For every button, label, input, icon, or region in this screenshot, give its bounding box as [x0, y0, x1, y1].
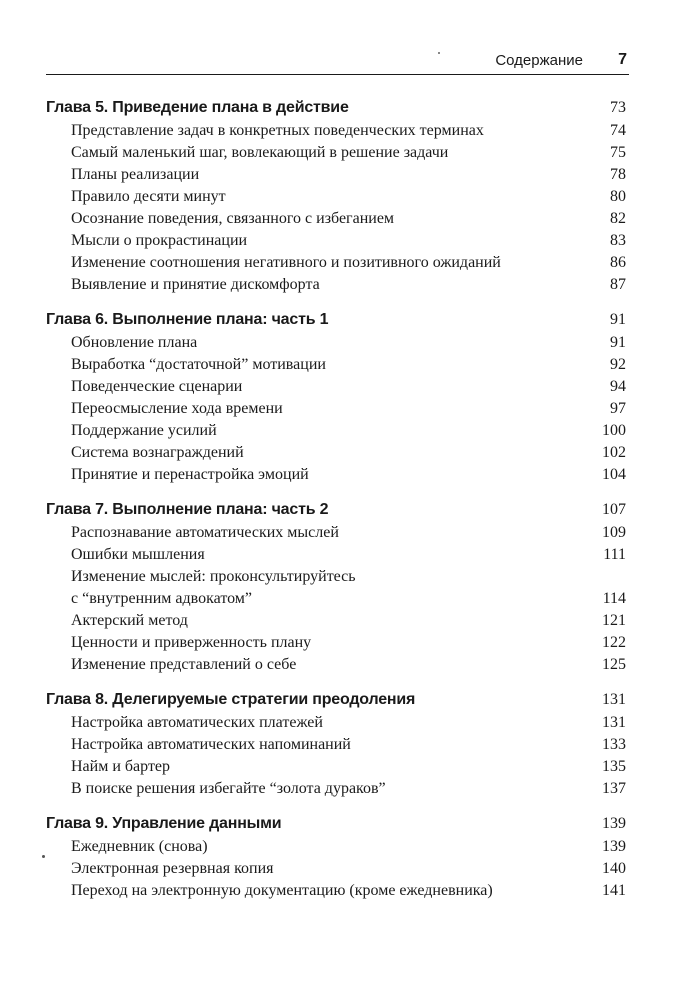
entry-page-number: 92 [610, 356, 626, 373]
entry-title: Переосмысление хода времени [71, 400, 283, 417]
toc-entry [46, 442, 626, 464]
toc-entry [46, 464, 626, 486]
entry-title: Представление задач в конкретных поведенческих терминах [71, 122, 484, 139]
chapter-title: Глава 9. Управление данными [46, 815, 282, 832]
entry-page-number: 121 [602, 612, 626, 629]
entry-title: Принятие и перенастройка эмоций [71, 466, 309, 483]
entry-page-number: 139 [602, 838, 626, 855]
section-title: Содержание [495, 52, 583, 69]
entry-page-number: 131 [602, 714, 626, 731]
toc-entry [46, 566, 626, 610]
entry-title: В поиске решения избегайте “золота дураков” [71, 780, 386, 797]
entry-page-number: 94 [610, 378, 626, 395]
entry-page-number: 125 [602, 656, 626, 673]
toc-entry [46, 186, 626, 208]
toc-entry [46, 252, 626, 274]
toc-entry [46, 756, 626, 778]
entry-page-number: 137 [602, 780, 626, 797]
toc-entry [46, 274, 626, 296]
toc-entry [46, 332, 626, 354]
entry-page-number: 78 [610, 166, 626, 183]
chapter-title: Глава 6. Выполнение плана: часть 1 [46, 311, 329, 328]
toc-entry [46, 632, 626, 654]
entry-page-number: 109 [602, 524, 626, 541]
chapter-page-number: 131 [602, 691, 626, 708]
entry-title: Изменение представлений о себе [71, 656, 297, 673]
toc-entry [46, 544, 626, 566]
entry-title: Ежедневник (снова) [71, 838, 208, 855]
entry-title: Поддержание усилий [71, 422, 217, 439]
entry-title: Настройка автоматических платежей [71, 714, 323, 731]
entry-page-number: 122 [602, 634, 626, 651]
toc-entry [46, 354, 626, 376]
entry-page-number: 114 [602, 590, 626, 607]
entry-title: Актерский метод [71, 612, 188, 629]
toc-entry [46, 654, 626, 676]
toc-entry [46, 120, 626, 142]
entry-title: Выявление и принятие дискомфорта [71, 276, 320, 293]
entry-page-number: 80 [610, 188, 626, 205]
entry-page-number: 87 [610, 276, 626, 293]
entry-title: Переход на электронную документацию (кроме ежедневника) [71, 882, 493, 899]
entry-title: Выработка “достаточной” мотивации [71, 356, 326, 373]
entry-page-number: 82 [610, 210, 626, 227]
entry-title: Изменение мыслей: проконсультируйтесь с “внутренним адвокатом” [71, 568, 356, 607]
entry-title: Распознавание автоматических мыслей [71, 524, 339, 541]
entry-page-number: 75 [610, 144, 626, 161]
chapter-page-number: 73 [610, 99, 626, 116]
toc-entry [46, 880, 626, 902]
chapter-block [46, 812, 626, 902]
chapter-heading-row [46, 812, 626, 836]
toc-entry [46, 522, 626, 544]
chapter-title: Глава 8. Делегируемые стратегии преодоления [46, 691, 416, 708]
entry-page-number: 133 [602, 736, 626, 753]
entry-title: Ошибки мышления [71, 546, 205, 563]
toc-entry [46, 208, 626, 230]
entry-page-number: 102 [602, 444, 626, 461]
toc-entry [46, 836, 626, 858]
entry-title: Мысли о прокрастинации [71, 232, 248, 249]
toc-entry [46, 778, 626, 800]
entry-page-number: 111 [603, 546, 626, 563]
chapter-block [46, 498, 626, 676]
entry-page-number: 86 [610, 254, 626, 271]
entry-title: Осознание поведения, связанного с избеганием [71, 210, 395, 227]
entry-title: Система вознаграждений [71, 444, 244, 461]
chapter-block [46, 96, 626, 296]
entry-title: Обновление плана [71, 334, 198, 351]
entry-title: Электронная резервная копия [71, 860, 274, 877]
page-number: 7 [618, 51, 627, 68]
entry-title: Ценности и приверженность плану [71, 634, 312, 651]
toc-entry [46, 230, 626, 252]
toc-entry [46, 712, 626, 734]
toc-entry [46, 164, 626, 186]
chapter-title: Глава 5. Приведение плана в действие [46, 99, 349, 116]
toc-entry [46, 142, 626, 164]
toc-entry [46, 734, 626, 756]
chapter-page-number: 139 [602, 815, 626, 832]
entry-page-number: 140 [602, 860, 626, 877]
entry-title: Самый маленький шаг, вовлекающий в решение задачи [71, 144, 449, 161]
entry-title: Планы реализации [71, 166, 200, 183]
chapter-page-number: 91 [610, 311, 626, 328]
entry-page-number: 100 [602, 422, 626, 439]
entry-page-number: 141 [602, 882, 626, 899]
chapter-title: Глава 7. Выполнение плана: часть 2 [46, 501, 329, 518]
entry-title: Правило десяти минут [71, 188, 226, 205]
entry-title: Найм и бартер [71, 758, 171, 775]
chapter-heading-row [46, 96, 626, 120]
table-of-contents [46, 96, 626, 914]
toc-entry [46, 398, 626, 420]
toc-entry [46, 376, 626, 398]
toc-entry [46, 610, 626, 632]
entry-page-number: 74 [610, 122, 626, 139]
entry-title: Изменение соотношения негативного и позитивного ожиданий [71, 254, 501, 271]
chapter-page-number: 107 [602, 501, 626, 518]
entry-page-number: 97 [610, 400, 626, 417]
entry-page-number: 135 [602, 758, 626, 775]
print-mark [42, 855, 45, 858]
entry-title: Настройка автоматических напоминаний [71, 736, 351, 753]
entry-title: Поведенческие сценарии [71, 378, 243, 395]
chapter-heading-row [46, 308, 626, 332]
running-head [46, 52, 629, 75]
toc-entry [46, 420, 626, 442]
chapter-block [46, 688, 626, 800]
entry-page-number: 83 [610, 232, 626, 249]
entry-page-number: 91 [610, 334, 626, 351]
toc-entry [46, 858, 626, 880]
entry-page-number: 104 [602, 466, 626, 483]
chapter-heading-row [46, 688, 626, 712]
chapter-block [46, 308, 626, 486]
chapter-heading-row [46, 498, 626, 522]
